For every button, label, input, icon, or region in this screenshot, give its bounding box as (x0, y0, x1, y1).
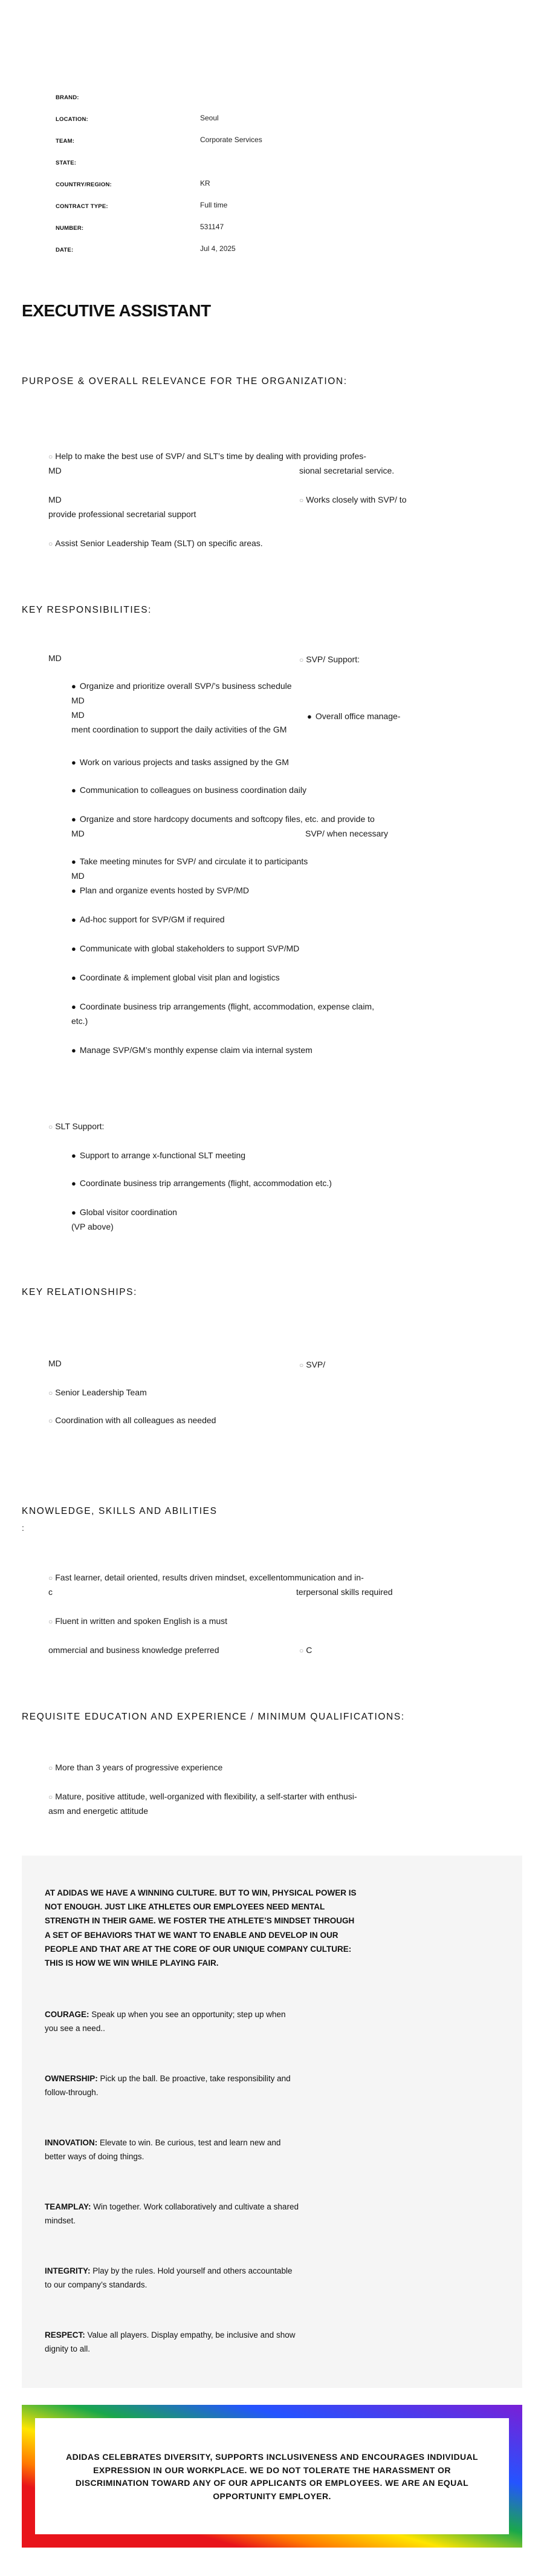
resp-item-md: MD (71, 829, 85, 838)
resp-item: ● Work on various projects and tasks assigned by the GM (71, 757, 289, 767)
education-line-1: ○ More than 3 years of progressive experience (48, 1762, 223, 1772)
open-circle-icon: ○ (48, 1793, 53, 1801)
open-circle-icon: ○ (48, 1123, 53, 1131)
open-circle-icon: ○ (299, 1646, 304, 1655)
knowledge-line-1-cont: terpersonal skills required (296, 1587, 393, 1597)
purpose-heading: PURPOSE & OVERALL RELEVANCE FOR THE ORGANIZATION: (22, 376, 348, 386)
purpose-line-1: ○ Help to make the best use of SVP/ and SLT’s time by dealing with providing profes- (48, 451, 366, 461)
meta-label-state: STATE: (56, 160, 77, 166)
purpose-line-3: ○ Assist Senior Leadership Team (SLT) on specific areas. (48, 538, 263, 548)
purpose-line-1-md: MD (48, 466, 62, 475)
open-circle-icon: ○ (48, 1764, 53, 1772)
slt-item: ● Global visitor coordination (71, 1207, 177, 1217)
bullet-icon: ● (71, 1002, 76, 1011)
open-circle-icon: ○ (48, 1417, 53, 1425)
meta-value-country: KR (200, 179, 210, 187)
open-circle-icon: ○ (48, 1574, 53, 1582)
knowledge-line-1: ○ Fast learner, detail oriented, results driven mindset, excellentommunication and in- (48, 1573, 364, 1582)
relationships-heading: KEY RELATIONSHIPS: (22, 1287, 138, 1297)
resp-item: ● Communication to colleagues on business coordination daily (71, 785, 306, 795)
open-circle-icon: ○ (48, 1389, 53, 1397)
resp-item-md: MD (71, 710, 85, 720)
purpose-line-2-md: MD (48, 495, 62, 504)
open-circle-icon: ○ (48, 452, 53, 461)
open-circle-icon: ○ (48, 540, 53, 548)
slt-item-cont: (VP above) (71, 1222, 114, 1231)
value-ownership: OWNERSHIP: Pick up the ball. Be proactive, take responsibility and follow-through. (45, 2074, 291, 2097)
knowledge-colon: : (22, 1523, 24, 1533)
meta-value-contract-type: Full time (200, 201, 228, 209)
culture-lead-text: AT ADIDAS WE HAVE A WINNING CULTURE. BUT TO WIN, PHYSICAL POWER IS NOT ENOUGH. JUST LIKE ATHLETES OUR EMPLOYEES NEED MENTAL STRENGTH IN THEIR GAME. WE FOSTER THE ATHLETE’S MINDSET THROUGH A SET OF BEHAVIORS THAT WE WANT TO ENABLE AND DEVELOP IN OUR PEOPLE AND THAT ARE AT THE CORE OF OUR UNIQUE COMPANY CULTURE: THIS IS HOW WE WIN WHILE PLAYING FAIR. (45, 1888, 357, 1968)
bullet-icon: ● (71, 815, 76, 824)
relationship-item: ○ Senior Leadership Team (48, 1387, 147, 1397)
value-integrity: INTEGRITY: Play by the rules. Hold yourself and others accountable to our company’s standards. (45, 2266, 293, 2289)
meta-value-number: 531147 (200, 223, 224, 231)
resp-item: ● Organize and store hardcopy documents and softcopy files, etc. and provide to (71, 814, 375, 824)
resp-item: ● Organize and prioritize overall SVP/’s business schedule (71, 681, 292, 691)
relationships-md: MD (48, 1358, 62, 1368)
job-title: EXECUTIVE ASSISTANT (22, 301, 211, 320)
resp-item-cont: etc.) (71, 1016, 88, 1026)
relationships-svp: ○ SVP/ (299, 1360, 326, 1369)
resp-item: ● Plan and organize events hosted by SVP/MD (71, 885, 250, 895)
bullet-icon: ● (71, 1208, 76, 1217)
open-circle-icon: ○ (299, 656, 304, 664)
bullet-icon: ● (307, 712, 312, 721)
responsibilities-heading: KEY RESPONSIBILITIES: (22, 605, 152, 615)
diversity-inner (35, 2418, 509, 2534)
bullet-icon: ● (71, 915, 76, 924)
bullet-icon: ● (71, 1151, 76, 1160)
slt-item: ● Coordinate business trip arrangements (flight, accommodation etc.) (71, 1178, 332, 1188)
bullet-icon: ● (71, 682, 76, 691)
knowledge-line-3: ommercial and business knowledge preferred (48, 1645, 219, 1655)
bullet-icon: ● (71, 758, 76, 767)
bullet-icon: ● (71, 886, 76, 895)
resp-item: ● Overall office manage- (307, 711, 401, 721)
resp-item: ● Take meeting minutes for SVP/ and circulate it to participants (71, 856, 308, 866)
knowledge-line-3-c: ○ C (299, 1645, 312, 1655)
bullet-icon: ● (71, 786, 76, 795)
knowledge-heading: KNOWLEDGE, SKILLS AND ABILITIES (22, 1506, 218, 1516)
culture-panel (22, 1856, 522, 2388)
slt-item: ● Support to arrange x-functional SLT meeting (71, 1150, 246, 1160)
meta-label-team: TEAM: (56, 138, 75, 145)
meta-value-date: Jul 4, 2025 (200, 244, 236, 253)
resp-item: ● Manage SVP/GM’s monthly expense claim via internal system (71, 1045, 312, 1055)
resp-item-md: MD (71, 871, 85, 881)
bullet-icon: ● (71, 944, 76, 953)
value-innovation: INNOVATION: Elevate to win. Be curious, test and learn new and better ways of doing things. (45, 2138, 281, 2161)
meta-label-date: DATE: (56, 247, 74, 253)
diversity-banner (22, 2405, 522, 2548)
resp-item: ● Coordinate business trip arrangements (flight, accommodation, expense claim, (71, 1002, 374, 1011)
open-circle-icon: ○ (48, 1617, 53, 1626)
value-respect: RESPECT: Value all players. Display empathy, be inclusive and show dignity to all. (45, 2330, 296, 2353)
resp-item: ● Communicate with global stakeholders to support SVP/MD (71, 944, 300, 953)
resp-item: ● Coordinate & implement global visit plan and logistics (71, 973, 280, 982)
education-line-2-cont: asm and energetic attitude (48, 1806, 148, 1816)
slt-support-heading: ○ SLT Support: (48, 1121, 105, 1131)
open-circle-icon: ○ (299, 496, 304, 504)
bullet-icon: ● (71, 857, 76, 866)
knowledge-line-1-c: c (48, 1587, 53, 1597)
purpose-line-2-cont: provide professional secretarial support (48, 509, 196, 519)
purpose-line-1-cont: sional secretarial service. (299, 466, 395, 475)
meta-label-location: LOCATION: (56, 116, 88, 123)
resp-item: ● Ad-hoc support for SVP/GM if required (71, 915, 225, 924)
education-heading: REQUISITE EDUCATION AND EXPERIENCE / MINIMUM QUALIFICATIONS: (22, 1712, 405, 1722)
bullet-icon: ● (71, 1179, 76, 1188)
resp-item-cont: SVP/ when necessary (305, 829, 388, 838)
svp-support-heading: ○ SVP/ Support: (299, 654, 360, 664)
resp-item-md: MD (71, 696, 85, 705)
open-circle-icon: ○ (299, 1361, 304, 1369)
diversity-text: ADIDAS CELEBRATES DIVERSITY, SUPPORTS INCLUSIVENESS AND ENCOURAGES INDIVIDUAL EXPRESSION IN OUR WORKPLACE. WE DO NOT TOLERATE THE HARASSMENT OR DISCRIMINATION TOWARD ANY OF OUR APPLICANTS OR EMPLOYEES. WE ARE AN EQUAL OPPORTUNITY EMPLOYER. (66, 2452, 478, 2502)
meta-value-location: Seoul (200, 114, 219, 122)
meta-value-team: Corporate Services (200, 135, 262, 144)
meta-label-country: COUNTRY/REGION: (56, 181, 112, 188)
value-teamplay: TEAMPLAY: Win together. Work collaboratively and cultivate a shared mindset. (45, 2202, 299, 2225)
bullet-icon: ● (71, 973, 76, 982)
resp-item-cont: ment coordination to support the daily activities of the GM (71, 725, 287, 734)
svp-support-md: MD (48, 653, 62, 663)
meta-label-number: NUMBER: (56, 225, 84, 232)
value-courage: COURAGE: Speak up when you see an opportunity; step up when you see a need.. (45, 2010, 286, 2033)
education-line-2: ○ Mature, positive attitude, well-organized with flexibility, a self-starter with enthusi- (48, 1792, 357, 1801)
meta-label-brand: BRAND: (56, 94, 79, 101)
meta-label-contract-type: CONTRACT TYPE: (56, 203, 108, 210)
bullet-icon: ● (71, 1046, 76, 1055)
relationship-item: ○ Coordination with all colleagues as needed (48, 1415, 216, 1425)
purpose-line-2: ○ Works closely with SVP/ to (299, 495, 407, 504)
knowledge-line-2: ○ Fluent in written and spoken English is a must (48, 1616, 228, 1626)
